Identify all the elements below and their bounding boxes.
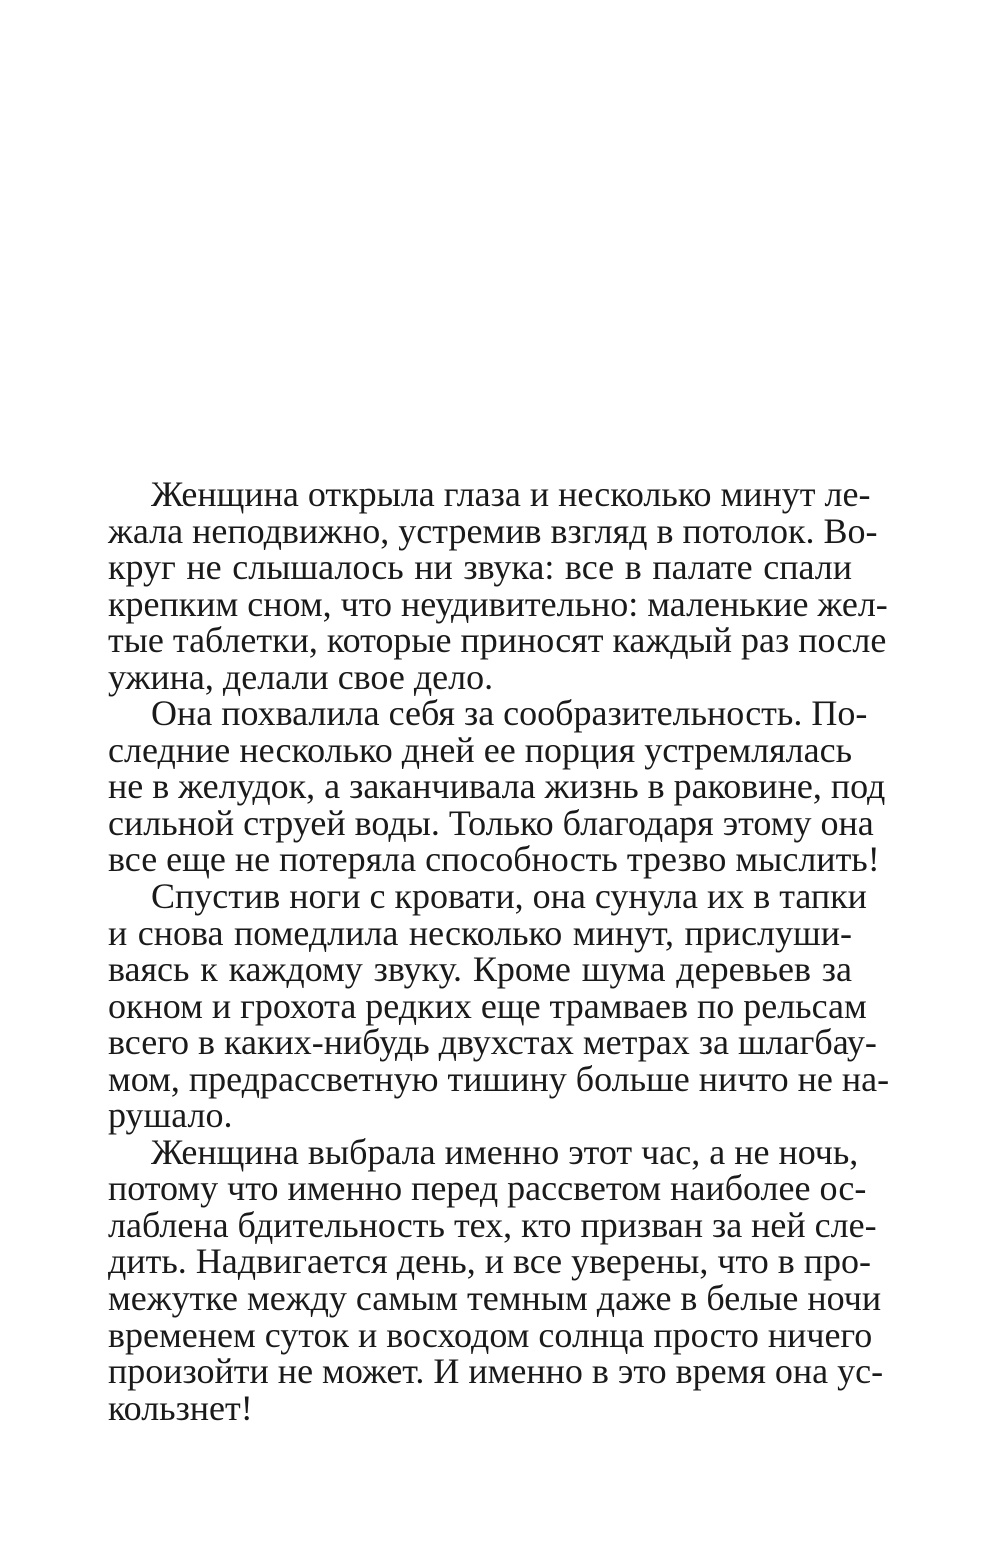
paragraph-1 — [108, 474, 888, 697]
paragraph-2 — [108, 693, 886, 880]
text-line: ужина, делали свое дело. — [108, 656, 494, 697]
text-line: кользнет! — [108, 1387, 253, 1428]
text-line: тые таблетки, которые приносят каждый раз после — [108, 620, 887, 661]
text-line: круг не слышалось ни звука: все в палате спали — [108, 547, 852, 588]
text-line: рушало. — [108, 1095, 233, 1136]
text-line: сильной струей воды. Только благодаря этому она — [108, 802, 874, 843]
text-line: всего в каких-нибудь двухстах метрах за шлагбау- — [108, 1022, 877, 1063]
text-line: потому что именно перед рассветом наиболее ос- — [108, 1168, 867, 1209]
text-line: не в желудок, а заканчивала жизнь в раковине, под — [108, 766, 886, 807]
text-line: Спустив ноги с кровати, она сунула их в тапки — [151, 876, 867, 917]
body-text — [108, 474, 890, 1428]
text-line: произойти не может. И именно в это время она ус- — [108, 1351, 884, 1392]
text-line: жала неподвижно, устремив взгляд в потолок. Во- — [108, 510, 878, 551]
text-line: временем суток и восходом солнца просто ничего — [108, 1314, 873, 1355]
text-line: дить. Надвигается день, и все уверены, что в про- — [108, 1241, 871, 1282]
text-line: мом, предрассветную тишину больше ничто не на- — [108, 1058, 890, 1099]
text-line: окном и грохота редких еще трамваев по рельсам — [108, 985, 867, 1026]
text-line: межутке между самым темным даже в белые ночи — [108, 1278, 882, 1319]
text-line: крепким сном, что неудивительно: маленькие жел- — [108, 583, 888, 624]
text-line: Женщина открыла глаза и несколько минут ле- — [151, 474, 871, 514]
text-line: и снова помедлила несколько минут, прислуши- — [108, 912, 852, 953]
paragraph-4 — [108, 1131, 884, 1428]
text-line: ваясь к каждому звуку. Кроме шума деревьев за — [108, 949, 852, 990]
text-line: все еще не потеряла способность трезво мыслить! — [108, 839, 880, 880]
text-line: Женщина выбрала именно этот час, а не ночь, — [151, 1131, 859, 1172]
paragraph-3 — [108, 876, 890, 1136]
text-line: Она похвалила себя за сообразительность. По- — [151, 693, 868, 734]
text-line: следние несколько дней ее порция устремлялась — [108, 729, 852, 770]
text-line: лаблена бдительность тех, кто призван за ней сле- — [108, 1204, 877, 1245]
